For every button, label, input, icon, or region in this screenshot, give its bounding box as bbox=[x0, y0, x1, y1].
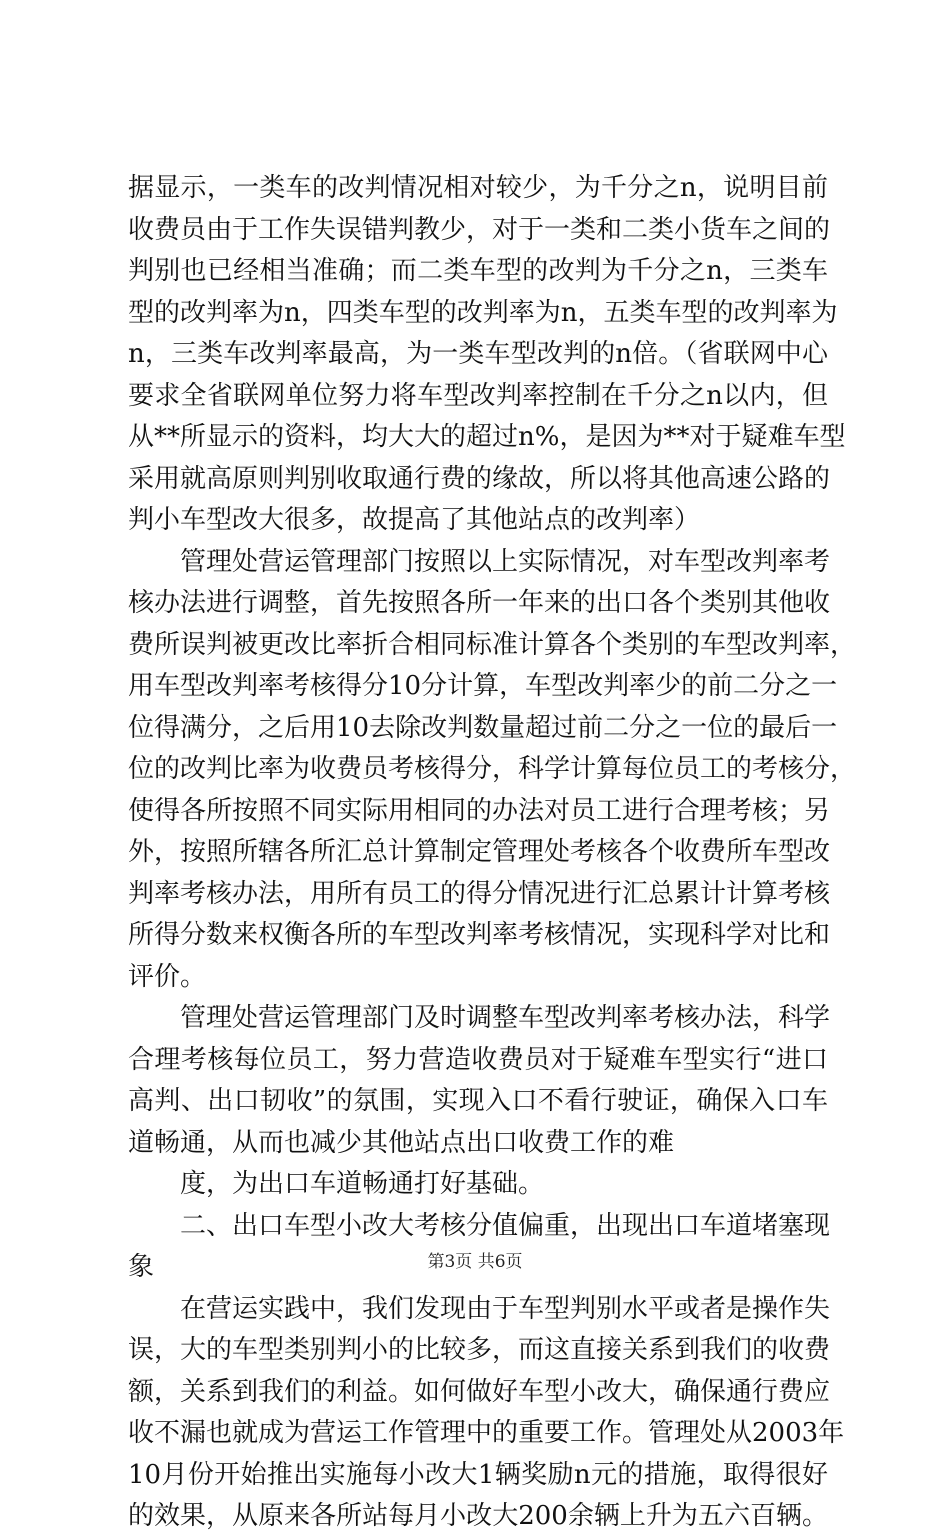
text-line: 评价。 bbox=[128, 961, 207, 992]
text-line: 度，为出口车道畅通打好基础。 bbox=[180, 1169, 545, 1199]
page-number-label: 第3页 共6页 bbox=[427, 1252, 523, 1272]
text-line: 判小车型改大很多，故提高了其他站点的改判率） bbox=[128, 505, 701, 535]
text-line: 位得满分，之后用10去除改判数量超过前二分之一位的最后一 bbox=[128, 712, 838, 743]
text-line: 收费员由于工作失误错判教少，对于一类和二类小货车之间的 bbox=[128, 214, 831, 245]
text-line: 高判、出口韧收”的氛围，实现入口不看行驶证，确保入口车 bbox=[128, 1086, 828, 1116]
text-line: 道畅通，从而也减少其他站点出口收费工作的难 bbox=[128, 1127, 675, 1158]
text-line: 据显示，一类车的改判情况相对较少，为千分之n，说明目前 bbox=[128, 173, 828, 203]
text-line: 管理处营运管理部门按照以上实际情况，对车型改判率考 bbox=[180, 546, 831, 577]
text-line: 10月份开始推出实施每小改大1辆奖励n元的措施，取得很好 bbox=[128, 1459, 828, 1490]
text-line: 收不漏也就成为营运工作管理中的重要工作。管理处从2003年 bbox=[128, 1418, 845, 1448]
text-line: 要求全省联网单位努力将车型改判率控制在千分之n以内，但 bbox=[128, 380, 828, 411]
text-line: 使得各所按照不同实际用相同的办法对员工进行合理考核；另 bbox=[128, 795, 831, 826]
text-line: 合理考核每位员工，努力营造收费员对于疑难车型实行“进口 bbox=[128, 1044, 828, 1075]
document-body bbox=[128, 168, 857, 1538]
text-line: 用车型改判率考核得分10分计算，车型改判率少的前二分之一 bbox=[128, 671, 838, 701]
text-line: 二、出口车型小改大考核分值偏重，出现出口车道堵塞现 bbox=[180, 1210, 831, 1241]
text-line: 从**所显示的资料，均大大的超过n%，是因为**对于疑难车型 bbox=[128, 422, 846, 452]
text-line: 费所误判被更改比率折合相同标准计算各个类别的车型改判率， bbox=[128, 629, 857, 660]
text-line: 的效果，从原来各所站每月小改大200余辆上升为五六百辆。 bbox=[128, 1501, 828, 1531]
text-line: 误，大的车型类别判小的比较多，而这直接关系到我们的收费 bbox=[128, 1335, 831, 1365]
text-line: 判别也已经相当准确；而二类车型的改判为千分之n，三类车 bbox=[128, 256, 828, 286]
text-line: 在营运实践中，我们发现由于车型判别水平或者是操作失 bbox=[180, 1293, 831, 1324]
text-line: 位的改判比率为收费员考核得分，科学计算每位员工的考核分， bbox=[128, 754, 857, 784]
text-line: 所得分数来权衡各所的车型改判率考核情况，实现科学对比和 bbox=[128, 920, 831, 950]
text-line: 判率考核办法，用所有员工的得分情况进行汇总累计计算考核 bbox=[128, 878, 831, 909]
page-footer bbox=[0, 1247, 950, 1272]
text-line: 额，关系到我们的利益。如何做好车型小改大，确保通行费应 bbox=[128, 1376, 831, 1407]
text-line: 象 bbox=[128, 1252, 155, 1282]
text-line: 核办法进行调整，首先按照各所一年来的出口各个类别其他收 bbox=[128, 588, 831, 618]
text-line: 型的改判率为n，四类车型的改判率为n，五类车型的改判率为 bbox=[128, 297, 838, 328]
text-line: n，三类车改判率最高，为一类车型改判的n倍。（省联网中心 bbox=[128, 339, 828, 369]
text-line: 采用就高原则判别收取通行费的缘故，所以将其他高速公路的 bbox=[128, 463, 831, 494]
text-line: 管理处营运管理部门及时调整车型改判率考核办法，科学 bbox=[180, 1003, 831, 1033]
text-line: 外，按照所辖各所汇总计算制定管理处考核各个收费所车型改 bbox=[128, 837, 831, 867]
